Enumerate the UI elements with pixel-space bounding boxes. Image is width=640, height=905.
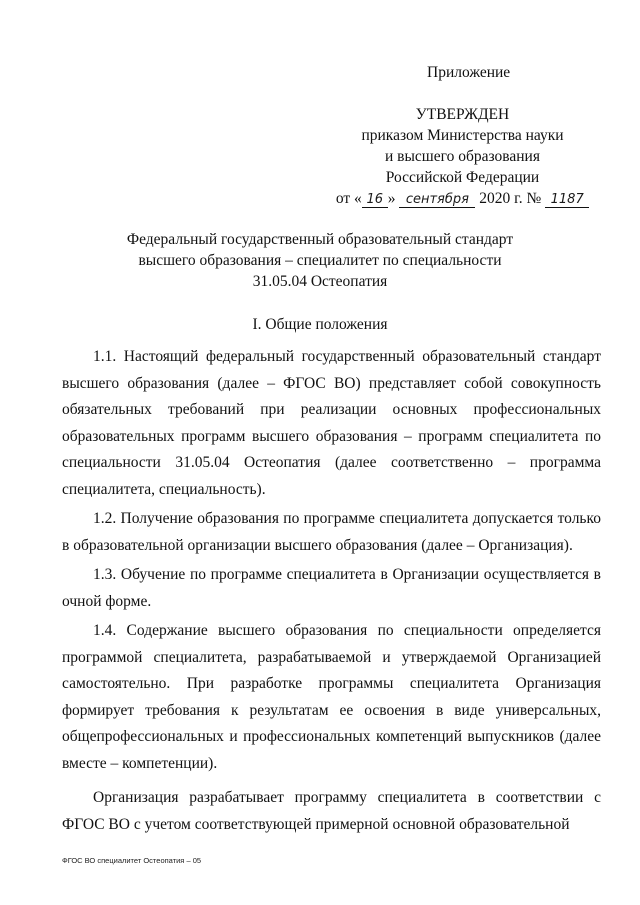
title-line: 31.05.04 Остеопатия [252,273,388,290]
paragraph: Организация разрабатывает программу специалитета в соответствии с ФГОС ВО с учетом соответствующей примерной основной образовательной [62,789,601,833]
approved-heading: УТВЕРЖДЕН [415,106,510,123]
order-line: и высшего образования [385,148,540,165]
section-heading: I. Общие положения [252,316,388,333]
title-line: Федеральный государственный образовательный стандарт [126,231,514,248]
page-footer: ФГОС ВО специалитет Остеопатия – 05 [62,856,202,865]
title-line: высшего образования – специалитет по специальности [138,252,502,269]
paragraph: 1.1. Настоящий федеральный государственный образовательный стандарт высшего образования (далее – ФГОС ВО) представляет собой совокупность обязательных требований при реализации основных профессиональных образовательных программ высшего образования – программ специалитета по специальности 31.05.04 Остеопатия (далее соответственно – программа специалитета, специальность). [62,348,601,498]
order-line: Российской Федерации [385,169,540,186]
appendix-label: Приложение [427,64,511,81]
order-line: приказом Министерства науки [361,127,564,144]
paragraph: 1.3. Обучение по программе специалитета в Организации осуществляется в очной форме. [62,566,601,610]
date-prefix: от « [335,190,362,207]
paragraph: 1.2. Получение образования по программе специалитета допускается только в образовательной организации высшего образования (далее – Организация). [62,510,601,554]
paragraph: 1.4. Содержание высшего образования по специальности определяется программой специалитета, разрабатываемой и утверждаемой Организацией самостоятельно. При разработке программы специалитета Организация формирует требования к результатам ее освоения в виде универсальных, общепрофессиональных и профессиональных компетенций выпускников (далее вместе – компетенции). [62,622,601,772]
handwritten-day: 16 [362,192,388,208]
approval-block [330,104,595,209]
document-body [62,344,601,841]
standard-title [0,229,640,292]
handwritten-month: сентября [399,192,475,208]
order-date-line [330,188,595,209]
date-mid: » [387,190,396,207]
handwritten-order-number: 1187 [545,192,589,208]
date-year: 2020 г. № [479,190,542,207]
